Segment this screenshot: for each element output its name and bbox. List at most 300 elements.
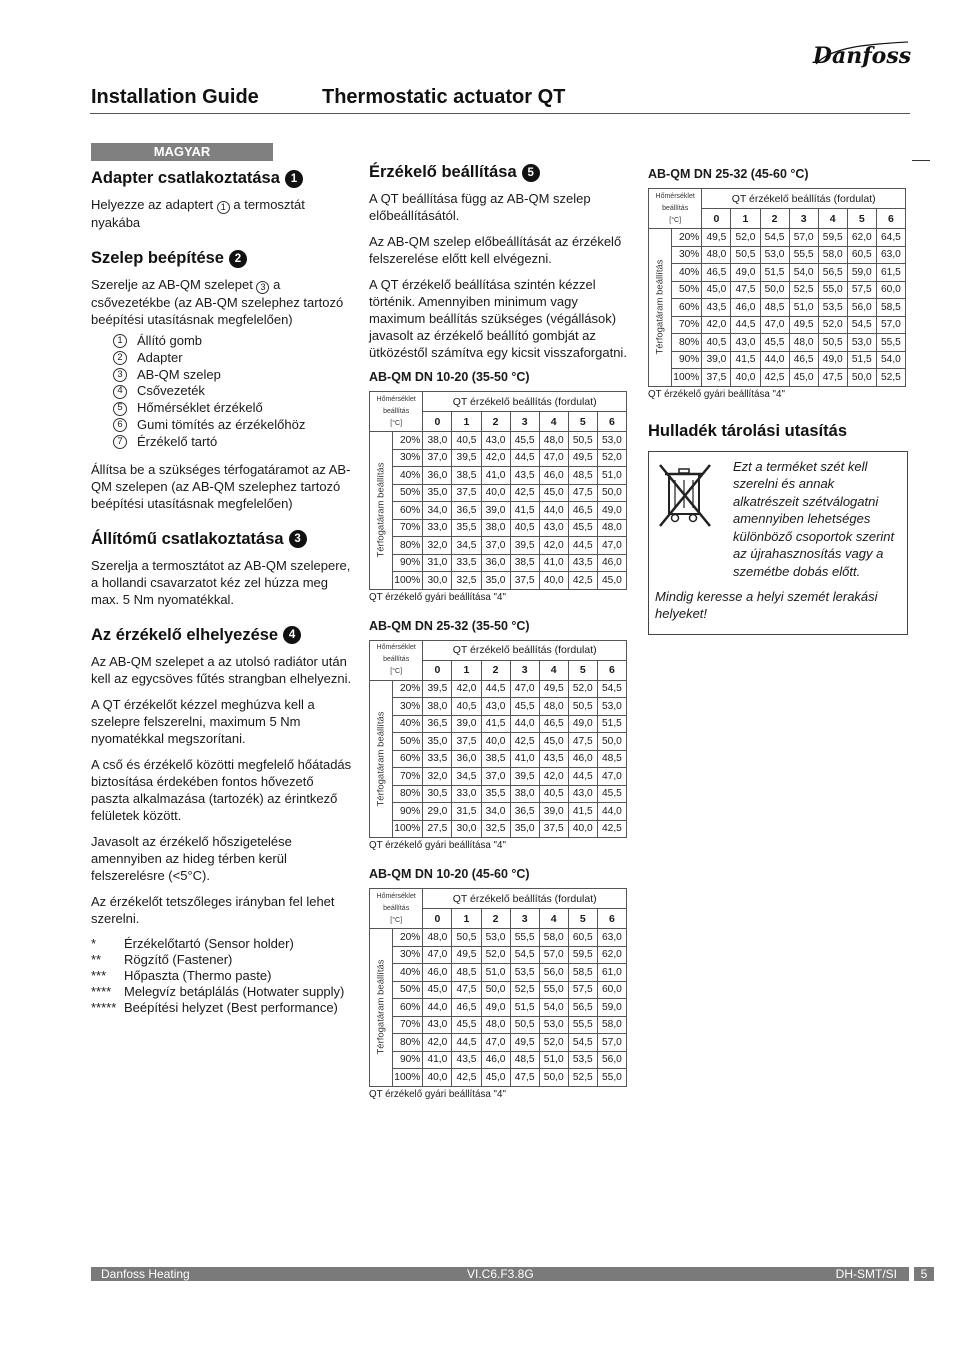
- table-side-label: Térfogatáram beállítás: [370, 929, 393, 1087]
- table-cell: 51,5: [597, 715, 626, 733]
- table-cell: 41,5: [731, 351, 760, 369]
- table-cell: 45,0: [789, 369, 818, 387]
- svg-text:Danfoss: Danfoss: [812, 43, 912, 69]
- table-cell: 60,5: [568, 929, 597, 947]
- sensor-place-p5: Az érzékelőt tetszőleges irányban fel lehet szerelni.: [91, 893, 335, 926]
- table-cell: 32,0: [423, 537, 452, 555]
- table-cell: 39,5: [510, 537, 539, 555]
- table-cell: 36,5: [510, 803, 539, 821]
- part-number-marker: 4: [113, 385, 127, 399]
- table-row: [370, 572, 627, 590]
- header-rule: [90, 113, 910, 114]
- table-cell: 60,0: [876, 281, 905, 299]
- part-item: [113, 400, 353, 417]
- footnote-item: [91, 1000, 353, 1016]
- table-cell: 39,0: [539, 803, 568, 821]
- table-cell: 41,5: [481, 715, 510, 733]
- table-cell: 42,5: [568, 572, 597, 590]
- table-cell: 41,5: [510, 502, 539, 520]
- step-number-badge: 3: [289, 530, 307, 548]
- table-cell: 47,5: [731, 281, 760, 299]
- table-cell: 31,0: [423, 554, 452, 572]
- table-cell: 46,0: [481, 1051, 510, 1069]
- table-col-header: 3: [510, 909, 539, 929]
- table-cell: 45,5: [597, 785, 626, 803]
- table-caption: AB-QM DN 25-32 (35-50 °C): [369, 618, 530, 633]
- table-cell: 50,5: [568, 698, 597, 716]
- table-cell: 52,5: [876, 369, 905, 387]
- table-row: [370, 467, 627, 485]
- table-cell: 39,0: [702, 351, 731, 369]
- sensor-set-p3: A QT érzékelő beállítása szintén kézzel történik. Amennyiben minimum vagy maximum beállítás szükséges (végállások) javasolt az érzékelő beállító gombját az ütközéstől számítva egy kicsit visszaforgatni.: [369, 277, 627, 360]
- table-cell: 47,5: [452, 981, 481, 999]
- table-cell: 49,5: [539, 680, 568, 698]
- table-cell: 56,0: [539, 964, 568, 982]
- table-row: [649, 316, 906, 334]
- table-cell: 57,0: [597, 1034, 626, 1052]
- table-row: [370, 519, 627, 537]
- table-cell: 45,0: [597, 572, 626, 590]
- part-item: [113, 333, 353, 350]
- footer-bar: [91, 1267, 909, 1281]
- table-cell: 58,5: [876, 299, 905, 317]
- table-col-header: 4: [539, 412, 568, 432]
- table-cell: 36,0: [452, 750, 481, 768]
- table-cell: 53,5: [568, 1051, 597, 1069]
- table-cell: 35,0: [481, 572, 510, 590]
- table-cell: 50,0: [760, 281, 789, 299]
- table-col-header: 5: [847, 209, 876, 229]
- table-row: [370, 1069, 627, 1087]
- table-row-label: 40%: [672, 264, 702, 282]
- table-cell: 41,5: [568, 803, 597, 821]
- table-row-label: 40%: [393, 715, 423, 733]
- table-cell: 30,5: [423, 785, 452, 803]
- table-cell: 54,5: [510, 946, 539, 964]
- table-cell: 33,0: [452, 785, 481, 803]
- table-col-header: 0: [702, 209, 731, 229]
- sensor-set-p1: A QT beállítása függ az AB-QM szelep előbeállításától.: [369, 191, 591, 223]
- table-row-label: 90%: [393, 1051, 423, 1069]
- table-row-label: 100%: [393, 820, 423, 838]
- table-row-label: 70%: [672, 316, 702, 334]
- table-cell: 53,0: [597, 432, 626, 450]
- table-row-label: 90%: [393, 554, 423, 572]
- footnote-item: [91, 952, 353, 968]
- table-cell: 61,5: [876, 264, 905, 282]
- table-col-header: 0: [423, 909, 452, 929]
- table-cell: 46,5: [452, 999, 481, 1017]
- table-cell: 49,5: [510, 1034, 539, 1052]
- table-cell: 40,0: [481, 484, 510, 502]
- table-cell: 50,0: [539, 1069, 568, 1087]
- table-cell: 48,5: [452, 964, 481, 982]
- table-cell: 50,5: [452, 929, 481, 947]
- table-footnote: QT érzékelő gyári beállítása "4": [369, 591, 506, 603]
- table-row: [370, 680, 627, 698]
- table-footnote: QT érzékelő gyári beállítása "4": [648, 388, 785, 400]
- table-cell: 35,0: [423, 733, 452, 751]
- table-cell: 57,5: [847, 281, 876, 299]
- table-cell: 48,5: [597, 750, 626, 768]
- table-cell: 40,5: [539, 785, 568, 803]
- table-row: [370, 537, 627, 555]
- table-cell: 50,5: [568, 432, 597, 450]
- sensor-place-p3: A cső és érzékelő közötti megfelelő hőátadás biztosítása érdekében fontos hővezető paszta alkalmazása (tartozék) az érintkező felületek között.: [91, 756, 352, 823]
- table-cell: 60,0: [597, 981, 626, 999]
- table-cell: 48,5: [760, 299, 789, 317]
- footnote-text: Melegvíz betáplálás (Hotwater supply): [124, 984, 345, 1000]
- table-cell: 39,0: [481, 502, 510, 520]
- part-ref-marker: 3: [256, 281, 269, 294]
- table-row: [370, 432, 627, 450]
- table-cell: 48,0: [597, 519, 626, 537]
- table-cell: 42,0: [452, 680, 481, 698]
- table-cell: 60,5: [847, 246, 876, 264]
- table-col-header: 6: [597, 412, 626, 432]
- table-cell: 37,0: [481, 537, 510, 555]
- table-cell: 46,5: [789, 351, 818, 369]
- table-cell: 44,5: [481, 680, 510, 698]
- table-row-label: 100%: [393, 572, 423, 590]
- table-cell: 56,5: [818, 264, 847, 282]
- table-cell: 33,0: [423, 519, 452, 537]
- table-cell: 34,5: [452, 537, 481, 555]
- table-col-header: 3: [789, 209, 818, 229]
- table-cell: 49,5: [452, 946, 481, 964]
- table-cell: 55,5: [510, 929, 539, 947]
- table-cell: 55,0: [597, 1069, 626, 1087]
- table-cell: 49,5: [702, 229, 731, 247]
- table-footnote: QT érzékelő gyári beállítása "4": [369, 840, 506, 851]
- table-row-label: 100%: [672, 369, 702, 387]
- table-row: [370, 449, 627, 467]
- table-row: [370, 964, 627, 982]
- part-number-marker: 5: [113, 402, 127, 416]
- table-row: [370, 554, 627, 572]
- table-cell: 61,0: [597, 964, 626, 982]
- table-cell: 35,5: [452, 519, 481, 537]
- guide-title: Installation Guide: [91, 86, 259, 108]
- table-cell: 37,5: [539, 820, 568, 838]
- table-row: [370, 768, 627, 786]
- setting-table: [369, 888, 627, 1087]
- table-cell: 47,5: [568, 484, 597, 502]
- table-cell: 47,0: [423, 946, 452, 964]
- part-number-marker: 7: [113, 435, 127, 449]
- table-cell: 49,5: [789, 316, 818, 334]
- table-cell: 45,0: [481, 1069, 510, 1087]
- product-title: Thermostatic actuator QT: [322, 86, 566, 108]
- table-cell: 51,0: [597, 467, 626, 485]
- table-cell: 33,5: [423, 750, 452, 768]
- table-cell: 44,0: [597, 803, 626, 821]
- part-item: [113, 417, 353, 434]
- table-cell: 56,0: [597, 1051, 626, 1069]
- table-cell: 38,5: [510, 554, 539, 572]
- part-ref-marker: 1: [217, 201, 230, 214]
- footnote-mark: **: [91, 951, 102, 967]
- table-cell: 52,0: [731, 229, 760, 247]
- table-col-header: 3: [510, 412, 539, 432]
- table-cell: 45,0: [539, 733, 568, 751]
- footnote-mark: ***: [91, 967, 107, 983]
- table-col-header: 2: [760, 209, 789, 229]
- table-row-label: 20%: [393, 432, 423, 450]
- table-cell: 45,0: [423, 981, 452, 999]
- table-row: [370, 1051, 627, 1069]
- table-cell: 59,0: [597, 999, 626, 1017]
- table-row-label: 90%: [393, 803, 423, 821]
- table-cell: 38,0: [423, 432, 452, 450]
- table-col-header: 4: [539, 909, 568, 929]
- table-cell: 41,0: [481, 467, 510, 485]
- table-cell: 47,0: [510, 680, 539, 698]
- table-cell: 47,5: [510, 1069, 539, 1087]
- footnote-item: [91, 984, 353, 1000]
- table-row-label: 30%: [393, 698, 423, 716]
- table-cell: 49,0: [597, 502, 626, 520]
- table-cell: 40,5: [702, 334, 731, 352]
- table-cell: 55,5: [876, 334, 905, 352]
- table-cell: 36,5: [423, 715, 452, 733]
- table-cell: 43,5: [702, 299, 731, 317]
- table-cell: 48,5: [510, 1051, 539, 1069]
- section-sensor-set-title: Érzékelő beállítása 5: [369, 163, 631, 182]
- table-cell: 42,0: [423, 1034, 452, 1052]
- table-cell: 43,5: [510, 467, 539, 485]
- table-cell: 40,0: [423, 1069, 452, 1087]
- table-col-header: 5: [568, 909, 597, 929]
- part-label: Állító gomb: [137, 333, 203, 348]
- column-middle: [369, 163, 631, 1116]
- footnote-list: [91, 936, 353, 1017]
- table-cell: 53,0: [760, 246, 789, 264]
- parts-list: [113, 333, 353, 451]
- table-cell: 34,0: [423, 502, 452, 520]
- table-cell: 51,5: [510, 999, 539, 1017]
- table-cell: 51,0: [481, 964, 510, 982]
- table-cell: 51,0: [539, 1051, 568, 1069]
- table-footnote: QT érzékelő gyári beállítása "4": [369, 1088, 506, 1100]
- setting-table-block: [648, 167, 910, 400]
- table-col-header: 1: [452, 412, 481, 432]
- table-cell: 30,0: [423, 572, 452, 590]
- table-cell: 48,0: [539, 432, 568, 450]
- table-cell: 45,5: [760, 334, 789, 352]
- table-cell: 52,0: [818, 316, 847, 334]
- footer-doc-code: VI.C6.F3.8G: [467, 1267, 534, 1281]
- table-cell: 53,5: [818, 299, 847, 317]
- table-cell: 41,0: [510, 750, 539, 768]
- table-cell: 45,5: [452, 1016, 481, 1034]
- footnote-text: Rögzítő (Fastener): [124, 951, 233, 967]
- table-group-header: QT érzékelő beállítás (fordulat): [423, 640, 627, 660]
- table-cell: 63,0: [597, 929, 626, 947]
- table-cell: 54,5: [760, 229, 789, 247]
- table-cell: 34,5: [452, 768, 481, 786]
- table-row-label: 80%: [393, 1034, 423, 1052]
- table-cell: 45,0: [539, 484, 568, 502]
- footnote-mark: *****: [91, 1000, 117, 1016]
- page-number: 5: [914, 1267, 934, 1281]
- table-cell: 50,0: [481, 981, 510, 999]
- setting-table-block: [369, 619, 631, 852]
- table-row: [649, 334, 906, 352]
- table-row: [370, 785, 627, 803]
- table-cell: 42,5: [510, 484, 539, 502]
- table-cell: 29,0: [423, 803, 452, 821]
- table-col-header: 3: [510, 660, 539, 680]
- table-row-label: 70%: [393, 768, 423, 786]
- table-cell: 31,5: [452, 803, 481, 821]
- table-row-label: 40%: [393, 467, 423, 485]
- table-cell: 48,0: [481, 1016, 510, 1034]
- step-number-badge: 1: [285, 170, 303, 188]
- table-row: [649, 299, 906, 317]
- table-row-label: 30%: [393, 449, 423, 467]
- table-row: [370, 484, 627, 502]
- table-cell: 54,0: [789, 264, 818, 282]
- table-cell: 42,5: [597, 820, 626, 838]
- table-cell: 58,0: [818, 246, 847, 264]
- table-caption: AB-QM DN 10-20 (45-60 °C): [369, 867, 530, 881]
- table-cell: 52,0: [481, 946, 510, 964]
- table-cell: 50,5: [818, 334, 847, 352]
- language-bar: MAGYAR: [91, 143, 273, 161]
- table-cell: 46,0: [539, 467, 568, 485]
- table-cell: 43,0: [731, 334, 760, 352]
- table-row-label: 60%: [393, 999, 423, 1017]
- table-cell: 56,5: [568, 999, 597, 1017]
- table-cell: 52,0: [539, 1034, 568, 1052]
- footnote-text: Beépítési helyzet (Best performance): [124, 1000, 338, 1016]
- footnote-item: [91, 968, 353, 984]
- footer-company: Danfoss Heating: [101, 1267, 190, 1281]
- table-row: [370, 946, 627, 964]
- table-cell: 62,0: [597, 946, 626, 964]
- table-row-label: 20%: [393, 929, 423, 947]
- part-number-marker: 2: [113, 351, 127, 365]
- table-cell: 41,0: [539, 554, 568, 572]
- table-cell: 37,5: [510, 572, 539, 590]
- section-valve-text-2: Állítsa be a szükséges térfogatáramot az AB-QM szelepen (az AB-QM szelephez tartozó beépítési utasításnak megfelelően): [91, 461, 351, 511]
- table-cell: 42,0: [481, 449, 510, 467]
- table-cell: 48,0: [423, 929, 452, 947]
- table-cell: 44,0: [423, 999, 452, 1017]
- table-corner-label: Hőmérséklet beállítás [°C]: [370, 392, 423, 432]
- part-item: [113, 434, 353, 451]
- table-cell: 53,0: [597, 698, 626, 716]
- table-cell: 51,0: [789, 299, 818, 317]
- table-cell: 54,0: [539, 999, 568, 1017]
- table-cell: 57,5: [568, 981, 597, 999]
- footnote-item: [91, 936, 353, 952]
- table-row-label: 100%: [393, 1069, 423, 1087]
- table-cell: 48,0: [789, 334, 818, 352]
- table-cell: 40,5: [452, 698, 481, 716]
- table-cell: 40,5: [510, 519, 539, 537]
- table-col-header: 5: [568, 660, 597, 680]
- table-cell: 42,0: [539, 768, 568, 786]
- table-cell: 47,5: [818, 369, 847, 387]
- table-cell: 59,5: [568, 946, 597, 964]
- table-row: [649, 264, 906, 282]
- table-cell: 57,0: [539, 946, 568, 964]
- table-row: [370, 502, 627, 520]
- table-cell: 47,0: [597, 768, 626, 786]
- footnote-text: Érzékelőtartó (Sensor holder): [124, 935, 294, 951]
- table-cell: 42,5: [760, 369, 789, 387]
- table-cell: 33,5: [452, 554, 481, 572]
- waste-title: Hulladék tárolási utasítás: [648, 421, 847, 440]
- table-row: [649, 246, 906, 264]
- table-cell: 53,5: [510, 964, 539, 982]
- table-cell: 37,5: [452, 733, 481, 751]
- setting-table-block: [369, 370, 631, 603]
- table-cell: 44,0: [760, 351, 789, 369]
- table-cell: 30,0: [452, 820, 481, 838]
- table-cell: 50,0: [597, 484, 626, 502]
- table-row-label: 80%: [393, 785, 423, 803]
- table-cell: 50,0: [847, 369, 876, 387]
- table-cell: 46,5: [702, 264, 731, 282]
- table-cell: 48,5: [568, 467, 597, 485]
- table-group-header: QT érzékelő beállítás (fordulat): [702, 189, 906, 209]
- table-row: [370, 1016, 627, 1034]
- table-cell: 55,0: [818, 281, 847, 299]
- section-adapter-text: Helyezze az adaptert 1 a termosztát nyakába: [91, 197, 305, 230]
- column-left: [91, 143, 353, 1017]
- table-cell: 63,0: [876, 246, 905, 264]
- table-cell: 57,0: [789, 229, 818, 247]
- part-label: Adapter: [137, 349, 183, 365]
- setting-table: [369, 391, 627, 590]
- table-col-header: 0: [423, 412, 452, 432]
- table-side-label: Térfogatáram beállítás: [370, 432, 393, 590]
- table-cell: 49,5: [568, 449, 597, 467]
- sensor-place-p4: Javasolt az érzékelő hőszigetelése amennyiben az hideg térben kerül felszerelésre (<5°C).: [91, 833, 292, 883]
- table-cell: 43,5: [568, 554, 597, 572]
- table-row: [370, 820, 627, 838]
- table-col-header: 0: [423, 660, 452, 680]
- table-cell: 50,0: [597, 733, 626, 751]
- table-row-label: 60%: [393, 502, 423, 520]
- table-cell: 40,0: [731, 369, 760, 387]
- sensor-place-p2: A QT érzékelőt kézzel meghúzva kell a szelepre felszerelni, maximum 5 Nm nyomatékkal megszorítani.: [91, 696, 315, 746]
- table-cell: 44,5: [731, 316, 760, 334]
- table-cell: 37,5: [702, 369, 731, 387]
- table-cell: 51,5: [847, 351, 876, 369]
- footnote-text: Hőpaszta (Thermo paste): [124, 967, 272, 983]
- table-cell: 55,0: [539, 981, 568, 999]
- table-cell: 42,5: [510, 733, 539, 751]
- table-cell: 46,0: [423, 964, 452, 982]
- table-cell: 48,0: [702, 246, 731, 264]
- table-cell: 44,0: [539, 502, 568, 520]
- table-cell: 37,0: [423, 449, 452, 467]
- table-cell: 36,5: [452, 502, 481, 520]
- table-row-label: 50%: [393, 484, 423, 502]
- table-row-label: 20%: [393, 680, 423, 698]
- table-cell: 43,0: [539, 519, 568, 537]
- column-right: [648, 165, 910, 635]
- table-cell: 34,0: [481, 803, 510, 821]
- footnote-mark: ****: [91, 984, 112, 1000]
- table-side-label: Térfogatáram beállítás: [370, 680, 393, 838]
- table-col-header: 2: [481, 412, 510, 432]
- table-cell: 38,5: [452, 467, 481, 485]
